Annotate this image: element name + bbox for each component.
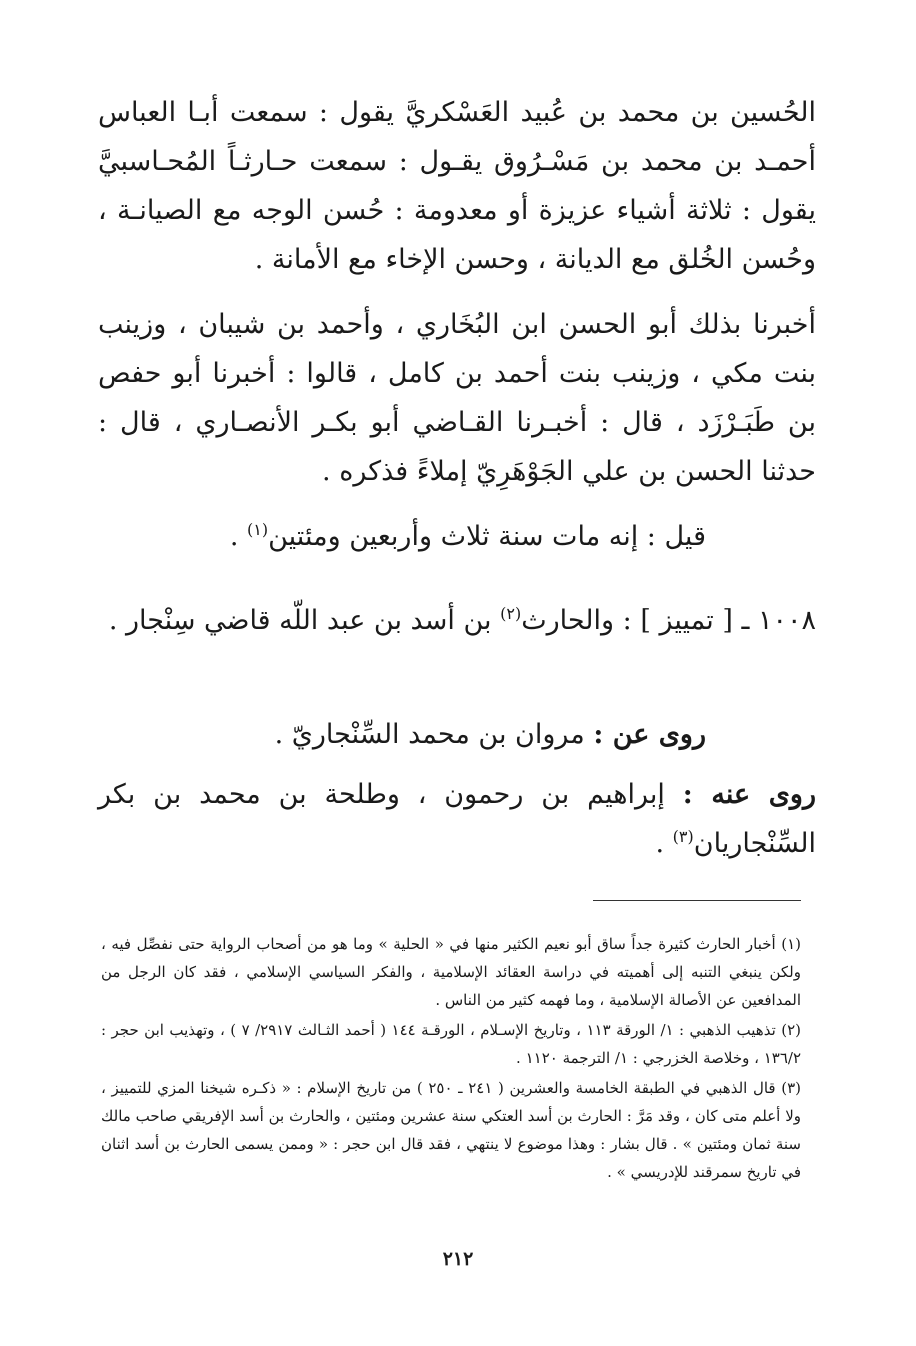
death-note-text: قيل : إنه مات سنة ثلاث وأربعين ومئتين xyxy=(268,521,706,552)
narrated-by-line xyxy=(98,770,816,868)
narrated-from-text: مروان بن محمد السِّنْجاريّ . xyxy=(274,719,594,750)
entry-number: ١٠٠٨ ـ xyxy=(741,605,816,636)
footnote-marker-1: (١) xyxy=(247,520,269,539)
footnotes xyxy=(101,930,801,1188)
footnote-2: (٢) تذهيب الذهبي : ١/ الورقة ١١٣ ، وتاريخ الإسـلام ، الورقـة ١٤٤ ( أحمد الثـالث ٢٩١٧/ ٧ ) ، وتهذيب ابن حجر : ١٣٦/٢ ، وخلاصة الخزرجي : ١/ الترجمة ١١٢٠ . xyxy=(101,1021,801,1067)
paragraph-1: الحُسين بن محمد بن عُبيد العَسْكريَّ يقول : سمعت أبـا العباس أحمـد بن محمد بن مَسْـرُوق يقـول : سمعت حـارثـاً المُحـاسبيَّ يقول : ثلاثة أشياء عزيزة أو معدومة : حُسن الوجه مع الصيانـة ، وحُسن الخُلق مع الديانة ، وحسن الإخاء مع الأمانة . xyxy=(98,97,816,275)
entry-tag: [ تمييز ] : xyxy=(622,605,733,636)
narrated-by-end: . xyxy=(655,828,673,859)
paragraph-2: أخبرنا بذلك أبو الحسن ابن البُخَاري ، وأحمد بن شيبان ، وزينب بنت مكي ، وزينب بنت أحمد بن كامل ، قالوا : أخبرنا أبو حفص بن طَبَـرْزَد ، قال : أخبـرنا القـاضي أبو بكـر الأنصـاري ، قال : حدثنا الحسن بن علي الجَوْهَرِيّ إملاءً فذكره . xyxy=(98,309,816,487)
narrated-by-label: روى عنه : xyxy=(682,779,816,810)
footnote-divider xyxy=(593,900,801,901)
entry-name: والحارث xyxy=(521,605,623,636)
paragraph-3 xyxy=(98,512,706,561)
narrated-from-label: روى عن : xyxy=(593,719,706,750)
narrated-from-line xyxy=(98,710,706,759)
entry-heading xyxy=(98,596,816,645)
footnote-3: (٣) قال الذهبي في الطبقة الخامسة والعشرين ( ٢٤١ ـ ٢٥٠ ) من تاريخ الإسلام : « ذكـره شيخنا المزي للتمييز ، ولا أعلم متى كان ، وقد مَرَّ : الحارث بن أسد العتكي سنة عشرين ومئتين ، والحارث بن أسد الإفريقي صاحب مالك سنة ثمان ومئتين » . قال بشار : وهذا موضوع لا ينتهي ، فقد قال ابن حجر : « وممن يسمى الحارث بن أسد اثنان في تاريخ سمرقند للإدريسي » . xyxy=(101,1079,801,1181)
footnote-marker-2: (٢) xyxy=(500,604,522,623)
page-number: ٢١٢ xyxy=(442,1248,474,1270)
footnote-marker-3: (٣) xyxy=(672,827,694,846)
footnote-1: (١) أخبار الحارث كثيرة جداً ساق أبو نعيم الكثير منها في « الحلية » وما هو من أصحاب الرواية حتى نفصِّل فيه ، ولكن ينبغي التنبه إلى أهميته في دراسة العقائد الإسلامية ، والفكر السياسي الإسلامي ، فقد كان الرجل من المدافعين عن الأصالة الإسلامية ، وما فهمه كثير من الناس . xyxy=(101,935,801,1009)
death-note-end: . xyxy=(229,521,248,552)
narrated-by-text: إبراهيم بن رحمون ، وطلحة بن محمد بن بكر السِّنْجاريان xyxy=(98,779,816,859)
entry-rest: بن أسد بن عبد اللّه قاضي سِنْجار . xyxy=(108,605,501,636)
